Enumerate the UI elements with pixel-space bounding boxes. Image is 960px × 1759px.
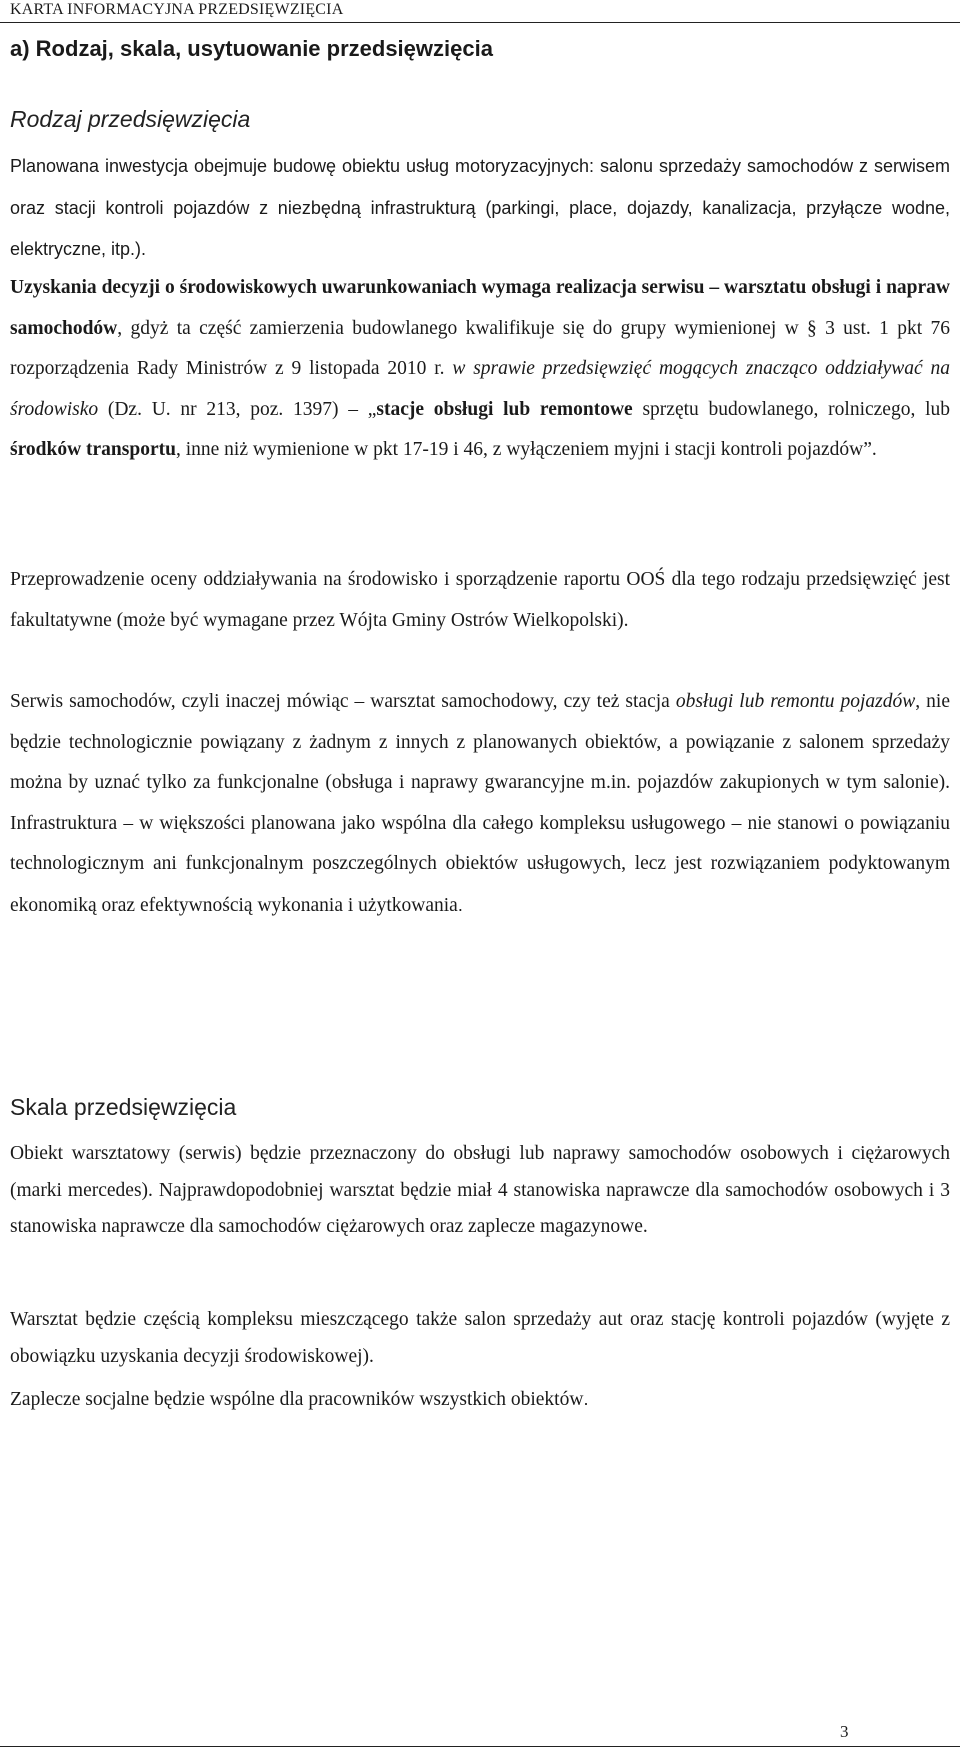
paragraph-skala-2: Warsztat będzie częścią kompleksu mieszczącego także salon sprzedaży aut oraz stację kontroli pojazdów (wyjęte z obowiązku uzyskania decyzji środowiskowej). [10, 1309, 950, 1367]
service-stations-bold: stacje obsługi lub remontowe [376, 398, 633, 420]
paragraph-rodzaj-1 [10, 146, 950, 271]
paragraph-skala-1: Obiekt warsztatowy (serwis) będzie przeznaczony do obsługi lub naprawy samochodów osobowych i ciężarowych (marki mercedes). Najprawdopodobniej warsztat będzie miał 4 stanowiska naprawcze dla samochodów osobowych i 3 stanowiska naprawcze dla samochodów ciężarowych oraz zaplecze magazynowe. [10, 1143, 950, 1237]
service-text-end: . [457, 894, 463, 915]
service-italic: obsługi lub remontu pojazdów [675, 691, 916, 712]
legal-text-4: , inne niż wymienione w pkt 17-19 i 46, z wyłączeniem myjni i stacji kontroli pojazdów”. [175, 439, 877, 460]
running-header [0, 0, 960, 23]
transport-means-bold: środków transportu [10, 439, 176, 460]
legal-text-1: , gdyż ta część zamierzenia budowlanego kwalifikuje się do grupy wymienionej w § 3 ust. 1 pkt 76 rozporządzenia Rady Ministrów z 9 listopada 2010 r. [10, 317, 950, 379]
paragraph-rodzaj-1-text: Planowana inwestycja obejmuje budowę obiektu usług motoryzacyjnych: salonu sprzedaży samochodów z serwisem oraz stacji kontroli pojazdów z niezbędną infrastrukturą (parkingi, place, dojazdy, kanalizacja, przyłącze wodne, elektryczne, itp.). [10, 156, 950, 259]
page-number: 3 [840, 1722, 849, 1741]
legal-requirement-bold: Uzyskania decyzji o środowiskowych uwarunkowaniach wymaga realizacja serwisu – warsztatu obsługi i napraw samochodów [10, 277, 950, 339]
paragraph-rodzaj-4 [10, 682, 950, 926]
regulation-title-italic: w sprawie przedsięwzięć mogących znacząco oddziaływać na środowisko [10, 358, 950, 420]
service-text-1: Serwis samochodów, czyli inaczej mówiąc – warsztat samochodowy, czy też stacja [10, 691, 676, 712]
legal-text-2: (Dz. U. nr 213, poz. 1397) – „ [98, 398, 377, 420]
staff-facilities-end: . [583, 1389, 589, 1409]
heading-rodzaj: Rodzaj przedsięwzięcia [10, 106, 251, 132]
staff-facilities-text: Zaplecze socjalne będzie wspólne dla pracowników wszystkich obiektów [10, 1389, 584, 1410]
service-text-2: , nie będzie technologicznie powiązany z żadnym z innych z planowanych obiektów, a powiązanie z salonem sprzedaży można by uznać tylko za funkcjonalne (obsługa i naprawy gwarancyjne m.in. pojazdów zakupionych w tym salonie). Infrastruktura – w większości planowana jako wspólna dla całego kompleksu usługowego – nie stanowi o powiązaniu technologicznym ani funkcjonalnym poszczególnych obiektów usługowych, lecz jest rozwiązaniem podyktowanym ekonomiką oraz efektywnością wykonania i użytkowania [10, 691, 951, 916]
footer-divider [0, 1746, 960, 1747]
section-title: a) Rodzaj, skala, usytuowanie przedsięwzięcia [10, 36, 493, 61]
heading-skala: Skala przedsięwzięcia [10, 1094, 237, 1120]
running-header-title: KARTA INFORMACYJNA PRZEDSIĘWZIĘCIA [10, 1, 344, 18]
legal-text-3: sprzętu budowlanego, rolniczego, lub [632, 398, 950, 420]
paragraph-rodzaj-2 [10, 268, 950, 471]
paragraph-rodzaj-3: Przeprowadzenie oceny oddziaływania na środowisko i sporządzenie raportu OOŚ dla tego rodzaju przedsięwzięć jest fakultatywne (może być wymagane przez Wójta Gminy Ostrów Wielkopolski). [10, 569, 950, 631]
paragraph-skala-3 [10, 1381, 950, 1419]
